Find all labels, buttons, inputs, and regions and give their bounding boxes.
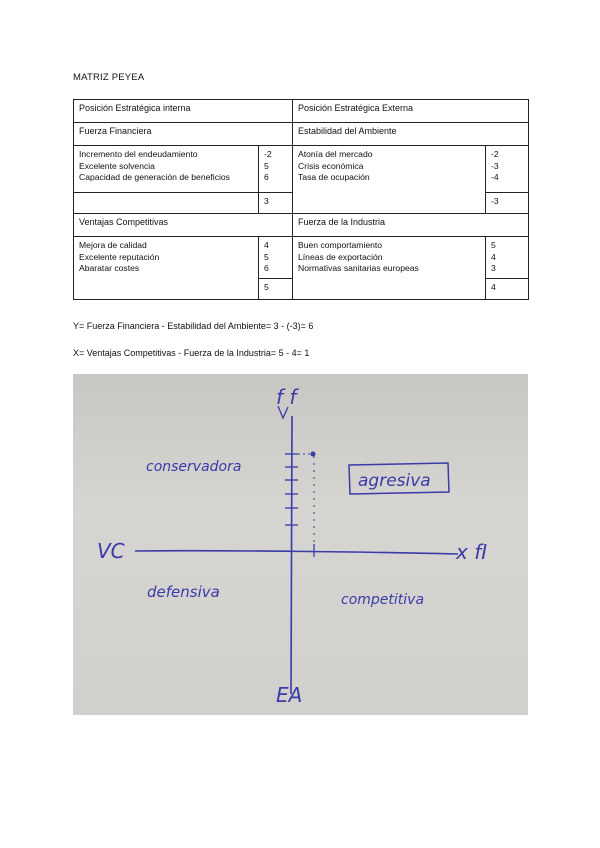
internal-position-header: Posición Estratégica interna	[74, 100, 293, 123]
ea-value: -3	[491, 160, 499, 171]
y-formula: Y= Fuerza Financiera - Estabilidad del Ambiente= 3 - (-3)= 6	[73, 321, 314, 331]
ff-value: 5	[264, 160, 269, 171]
fi-header: Fuerza de la Industria	[293, 214, 529, 237]
fi-values	[486, 237, 529, 279]
ea-item: Crisis económica	[298, 160, 364, 171]
ea-item: Atonía del mercado	[298, 149, 373, 159]
ff-value: 6	[264, 172, 269, 183]
sketch-canvas	[73, 374, 528, 715]
result-point	[311, 452, 316, 457]
ff-item: Excelente solvencia	[79, 160, 155, 171]
fi-items	[293, 237, 486, 300]
fi-value: 5	[491, 240, 496, 250]
ea-header: Estabilidad del Ambiente	[293, 123, 529, 146]
horizontal-axis	[135, 551, 458, 554]
quadrant-defensiva: defensiva	[147, 583, 220, 601]
quadrant-competitiva: competitiva	[341, 592, 425, 608]
ff-item: Incremento del endeudamiento	[79, 149, 198, 159]
vc-item: Excelente reputación	[79, 251, 160, 262]
vc-values	[259, 237, 293, 279]
fi-item: Líneas de exportación	[298, 251, 383, 262]
quadrant-conservadora: conservadora	[146, 459, 242, 475]
hand-drawn-peyea-sketch	[73, 374, 528, 715]
vc-value: 5	[264, 251, 269, 262]
ea-values	[486, 146, 529, 193]
vc-item: Abaratar costes	[79, 263, 140, 274]
top-label: f f	[276, 385, 297, 409]
ff-values	[259, 146, 293, 193]
left-label: VC	[97, 539, 125, 563]
ea-items	[293, 146, 486, 214]
vc-value: 4	[264, 240, 269, 250]
vc-value: 6	[264, 263, 269, 274]
ff-total-spacer	[74, 193, 259, 214]
fi-item: Buen comportamiento	[298, 240, 383, 250]
vc-item: Mejora de calidad	[79, 240, 147, 250]
ea-value: -2	[491, 149, 499, 159]
ea-total: -3	[486, 193, 529, 214]
right-label: x fI	[456, 540, 488, 564]
ea-item: Tasa de ocupación	[298, 172, 370, 183]
peyea-table	[73, 99, 529, 300]
fi-value: 3	[491, 263, 496, 274]
vc-header: Ventajas Competitivas	[74, 214, 293, 237]
page-title: MATRIZ PEYEA	[73, 72, 145, 83]
vc-total: 5	[259, 278, 293, 299]
ff-item: Capacidad de generación de beneficios	[79, 172, 230, 183]
bottom-label: EA	[276, 683, 303, 707]
fi-total: 4	[486, 278, 529, 299]
fi-item: Normativas sanitarias europeas	[298, 263, 419, 274]
vc-items	[74, 237, 259, 300]
ea-value: -4	[491, 172, 499, 183]
vertical-axis	[291, 416, 292, 694]
ff-value: -2	[264, 149, 272, 159]
ff-items	[74, 146, 259, 193]
quadrant-agresiva: agresiva	[358, 471, 431, 491]
fi-value: 4	[491, 251, 496, 262]
ff-header: Fuerza Financiera	[74, 123, 293, 146]
ff-total: 3	[259, 193, 293, 214]
x-formula: X= Ventajas Competitivas - Fuerza de la Industria= 5 - 4= 1	[73, 348, 310, 358]
external-position-header: Posición Estratégica Externa	[293, 100, 529, 123]
